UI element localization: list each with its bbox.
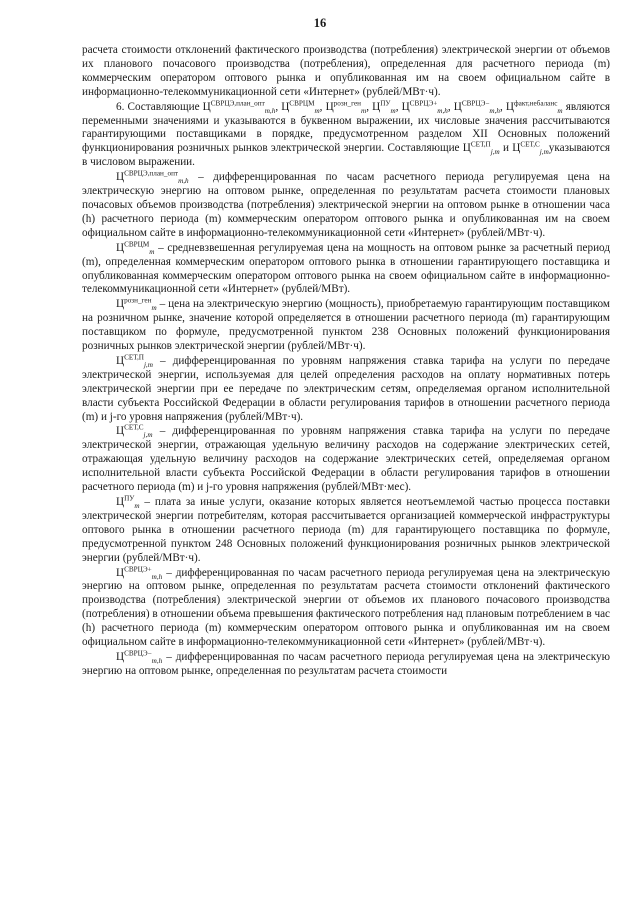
paragraph-continued: расчета стоимости отклонений фактического производства (потребления) электрической энергии от объемов их планового почасового производства (потребления), определенная для расчетного периода (m) коммерческим оператором оптового рынка и опубликованная им на своем официальном сайте в информационно-телекоммуникационной сети «Интернет» (рублей/МВт·ч). — [82, 44, 610, 98]
definition-symbol: $Ц^{СЕТ,С}_{j,m}$ — [116, 423, 153, 440]
symbol-tsvrcm: $Ц^{СВРЦМ}_m$ — [281, 98, 320, 115]
document-body — [82, 44, 610, 680]
definition-tsvrce-plan-opt: $Ц^{СВРЦЭ,план\_опт}_{m,h}$ – дифференцированная по часам расчетного периода регулируемая цена на электрическую энергию на оптовом рынке, определенная по результатам расчета стоимости плановых почасовых объемов производства (потребления) электрической энергии на оптовом рынке в отношении часа (h) расчетного периода (m) коммерческим оператором оптового рынка и опубликованная им на своем официальном сайте в информационно-телекоммуникационной сети «Интернет» (рублей/МВт·ч). — [82, 169, 610, 239]
symbol-set-s: $Ц^{СЕТ,С}_{j,m}$ — [512, 140, 549, 157]
definition-tsvrce-minus: $Ц^{СВРЦЭ-}_{m,h}$ – дифференцированная по часам расчетного периода регулируемая цена на электрическую энергию на оптовом рынке, определенная по результатам расчета стоимости — [82, 649, 610, 677]
symbol-pu: $Ц^{ПУ}_m$ — [372, 98, 396, 115]
definition-rozn-gen: $Ц^{розн\_ген}_m$ – цена на электрическую энергию (мощность), приобретаемую гарантирующим поставщиком на розничном рынке, значение которой определяется в отношении расчетного периода (m) гарантирующим поставщиком по формуле, предусмотренной пунктом 238 Основных положений функционирования розничных рынков электрической энергии (рублей/МВт·ч). — [82, 296, 610, 353]
definition-tsvrce-plus: $Ц^{СВРЦЭ+}_{m,h}$ – дифференцированная по часам расчетного периода регулируемая цена на электрическую энергию на оптовом рынке, определенная по результатам расчета стоимости отклонений фактического производства (потребления) электрической энергии от объемов их планового почасового производства (потребления) в отношении объема превышения фактического потребления над плановым потреблением в час (h) расчетного периода (m) коммерческим оператором оптового рынка и опубликованная им на своем официальном сайте в информационно-телекоммуникационной сети «Интернет» (рублей/МВт·ч). — [82, 564, 610, 649]
definition-symbol: $Ц^{ПУ}_m$ — [116, 494, 140, 511]
symbol-fakt-nebalans: $Ц^{факт,небаланс}_m$ — [505, 98, 563, 115]
definition-tsvrcm: $Ц^{СВРЦМ}_m$ – средневзвешенная регулируемая цена на мощность на оптовом рынке за расчетный период (m), определенная коммерческим оператором оптового рынка в отношении гарантирующего поставщика и опубликованная коммерческим оператором оптового рынка на своем официальном сайте в информационно-телекоммуникационной сети «Интернет» (рублей/МВт). — [82, 239, 611, 296]
definition-symbol: $Ц^{СВРЦЭ-}_{m,h}$ — [116, 649, 163, 666]
definition-symbol: $Ц^{СВРЦМ}_m$ — [116, 239, 155, 256]
symbol-tsvrce-minus: $Ц^{СВРЦЭ-}_{m,h}$ — [453, 98, 500, 115]
definition-symbol: $Ц^{СВРЦЭ+}_{m,h}$ — [116, 564, 163, 581]
definition-symbol: $Ц^{СЕТ,П}_{j,m}$ — [116, 353, 153, 370]
page-number: 16 — [313, 16, 327, 30]
definition-set-s: $Ц^{СЕТ,С}_{j,m}$ – дифференцированная по уровням напряжения ставка тарифа на услуги по передаче электрической энергии, отражающая удельную величину расходов на содержание электрических сетей, отражающая удельную величину расходов на содержание электрических сетей, определяемая органом исполнительной власти субъекта Российской Федерации в области регулирования тарифов в отношении расчетного периода (m) и j-го уровня напряжения (рублей/МВт·мес). — [82, 423, 611, 494]
paragraph-components: 6. Составляющие $Ц^{СВРЦЭ,план\_опт}_{m,h}$, $Ц^{СВРЦМ}_m$, $Ц^{розн\_ген}_m$, $Ц^{ПУ}_m$, $Ц^{СВРЦЭ+}_{m,h}$, $Ц^{СВРЦЭ-}_{m,h}$, $Ц^{факт,небаланс}_m$ являются переменными значениями и указываются в буквенном выражении, их числовые значения рассчитываются гарантирующими поставщиками в порядке, предусмотренном разделом XII Основных положений функционирования розничных рынков электрической энергии. Составляющие $Ц^{СЕТ,П}_{j,m}$ и $Ц^{СЕТ,С}_{j,m}указываются$ в числовом выражении. — [82, 98, 611, 169]
definition-symbol: $Ц^{СВРЦЭ,план\_опт}_{m,h}$ — [116, 169, 189, 186]
symbol-rozn-gen: $Ц^{розн\_ген}_m$ — [325, 98, 367, 115]
definition-pu: $Ц^{ПУ}_m$ – плата за иные услуги, оказание которых является неотъемлемой частью процесса поставки электрической энергии потребителям, которая рассчитывается организацией коммерческой инфраструктуры оптового рынка в отношении расчетного периода (m) для гарантирующего поставщика по формуле, предусмотренной пунктом 248 Основных положений функционирования розничных рынков электрической энергии (рублей/МВт·ч). — [82, 494, 611, 564]
definition-symbol: $Ц^{розн\_ген}_m$ — [116, 296, 157, 313]
symbol-tsvrce-plan-opt: $Ц^{СВРЦЭ,план\_опт}_{m,h}$ — [202, 98, 276, 115]
definition-set-p: $Ц^{СЕТ,П}_{j,m}$ – дифференцированная по уровням напряжения ставка тарифа на услуги по передаче электрической энергии, используемая для целей определения расходов на оплату нормативных потерь электрической энергии при ее передаче по электрическим сетям, определяемая органом исполнительной власти субъекта Российской Федерации в области регулирования тарифов в отношении расчетного периода (m) и j-го уровня напряжения (рублей/МВт·ч). — [82, 353, 610, 423]
symbol-set-p: $Ц^{СЕТ,П}_{j,m}$ — [462, 140, 500, 157]
symbol-tsvrce-plus: $Ц^{СВРЦЭ+}_{m,h}$ — [401, 98, 448, 115]
